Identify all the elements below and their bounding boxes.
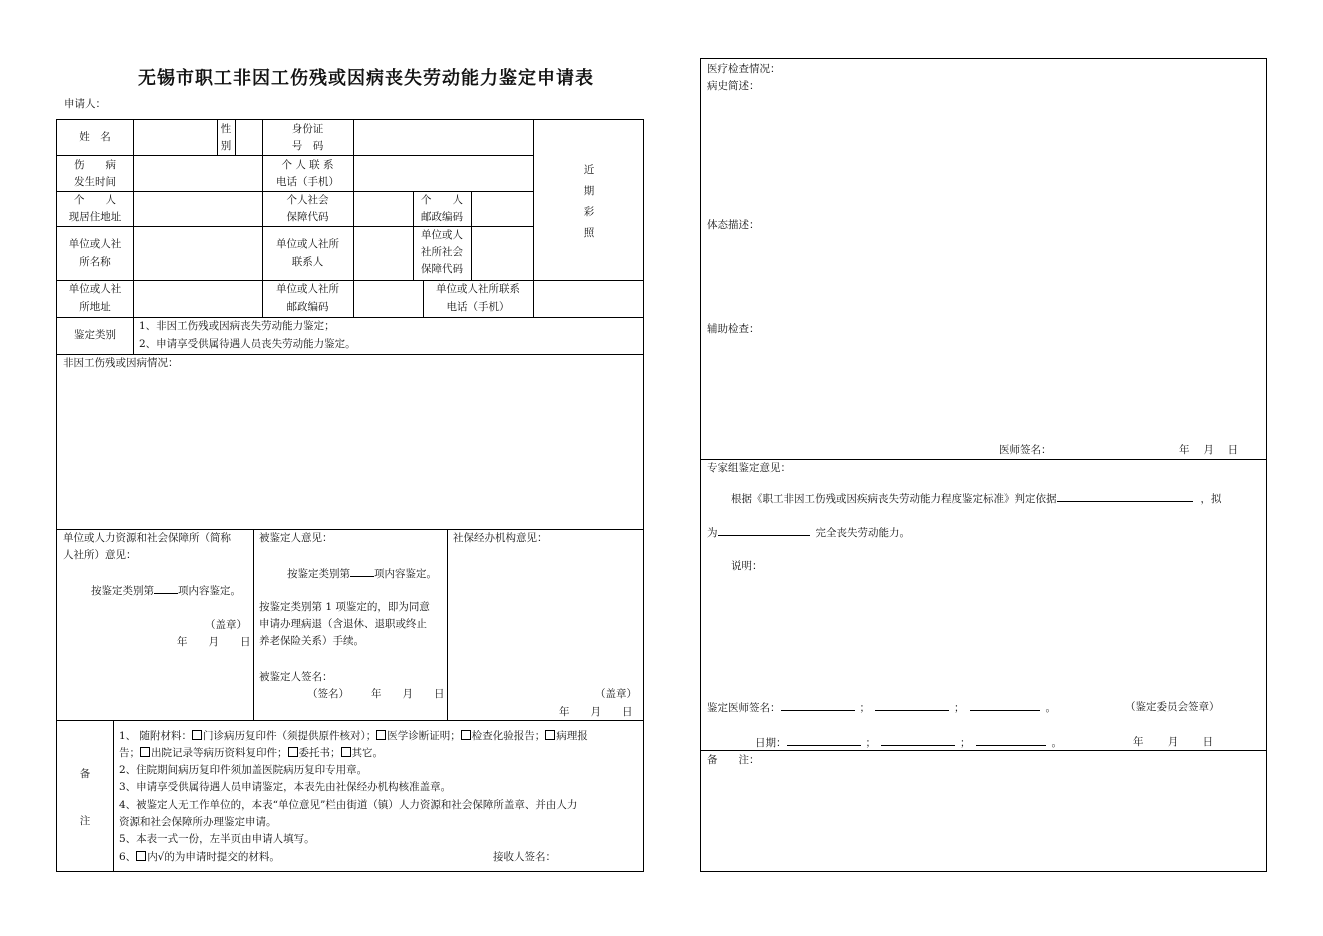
unit-category-blank[interactable] (154, 582, 178, 594)
remarks-label-2: 注 (79, 815, 91, 827)
injury-time-field[interactable] (137, 158, 259, 189)
unit-name-label-2: 所名称 (79, 256, 111, 268)
situation-label: 非因工伤残或因病情况： (63, 357, 179, 369)
unit-contact-field[interactable] (355, 228, 411, 278)
applicant-label: 申请人： (64, 98, 106, 110)
aux-check-field[interactable] (707, 339, 1257, 435)
person-opinion-sentence: 按鉴定类别第 项内容鉴定。 (287, 565, 437, 583)
unit-opinion-label-1: 单位或人力资源和社会保障所（简称 (63, 532, 231, 544)
postal-label-1: 个 人 (421, 194, 463, 206)
unit-postal-label-1: 单位或人社所 (276, 283, 339, 295)
injury-time-label-1: 伤 病 (74, 159, 116, 171)
unit-addr-label-1: 单位或人社 (68, 283, 122, 295)
unit-name-label-1: 单位或人社 (68, 238, 122, 250)
unit-phone-field[interactable] (535, 282, 641, 315)
unit-contact-label-1: 单位或人社所 (276, 238, 339, 250)
date-field-2[interactable] (881, 734, 955, 746)
unit-opinion-label-2: 人社所）意见： (63, 549, 137, 561)
id-field[interactable] (355, 122, 531, 153)
checkbox-outpatient[interactable] (192, 730, 202, 740)
address-label-2: 现居住地址 (68, 211, 122, 223)
left-form (56, 119, 644, 872)
unit-name-field[interactable] (137, 228, 259, 278)
unit-contact-label-2: 联系人 (291, 256, 324, 268)
date-field-3[interactable] (976, 734, 1046, 746)
checkbox-discharge[interactable] (140, 747, 150, 757)
name-field[interactable] (137, 122, 215, 153)
right-remarks-field[interactable] (707, 771, 1257, 865)
conclusion-blank[interactable] (718, 524, 810, 536)
expert-sign-1[interactable] (781, 699, 855, 711)
committee-date: 年 月 日 (1133, 736, 1214, 748)
physical-label: 体态描述： (707, 219, 760, 231)
remarks-line-2: 告； 出院记录等病历资料复印件； 委托书； 其它。 (119, 747, 383, 759)
postal-field[interactable] (473, 193, 531, 224)
name-label: 姓 名 (79, 131, 111, 143)
person-opinion-label: 被鉴定人意见： (259, 532, 333, 544)
person-note-3: 养老保险关系）手续。 (259, 635, 364, 647)
conclusion-sentence: 为 完全丧失劳动能力。 (707, 524, 910, 542)
checkbox-proxy[interactable] (288, 747, 298, 757)
note-label: 说明： (731, 560, 763, 572)
unit-date: 年 月 日 (177, 636, 251, 648)
right-remarks-label: 备 注： (707, 754, 760, 766)
right-form (700, 58, 1267, 872)
gender-label-1: 性 (220, 123, 232, 135)
aux-check-label: 辅助检查： (707, 323, 760, 335)
category-option-1: 1、非因工伤残或因病丧失劳动能力鉴定； (139, 320, 335, 332)
agency-date: 年 月 日 (559, 706, 633, 718)
remarks-line-1: 1、 随附材料： 门诊病历复印件（须提供原件核对）； 医学诊断证明； 检查化验报告； 病理报 (119, 730, 588, 742)
photo-area: 近 期 彩 照 (583, 164, 595, 239)
person-sign-label: 被鉴定人签名： (259, 671, 333, 683)
category-option-2: 2、申请享受供属待遇人员丧失劳动能力鉴定。 (139, 338, 356, 350)
date-field-1[interactable] (787, 734, 861, 746)
person-date: 年 月 日 (371, 688, 445, 700)
id-label-2: 号 码 (291, 140, 324, 152)
checkbox-legend (136, 851, 146, 861)
medical-check-label: 医疗检查情况： (707, 63, 781, 75)
committee-seal: （鉴定委员会签章） (1125, 701, 1220, 713)
remarks-line-5: 4、被鉴定人无工作单位的，本表“单位意见”栏由街道（镇）人力资源和社会保障所盖章、并由人力 (119, 799, 578, 811)
unit-ss-label-1: 单位或人 (421, 229, 463, 241)
expert-sign-row: 鉴定医师签名： ； ； 。 (707, 699, 1056, 717)
postal-label-2: 邮政编码 (421, 211, 463, 223)
person-category-blank[interactable] (350, 565, 374, 577)
note-field[interactable] (707, 577, 1257, 689)
basis-sentence: 根据《职工非因工伤残或因疾病丧失劳动能力程度鉴定标准》判定依据 ，拟 (731, 490, 1222, 508)
expert-opinion-label: 专家组鉴定意见： (707, 462, 791, 474)
page-title: 无锡市职工非因工伤残或因病丧失劳动能力鉴定申请表 (138, 68, 594, 89)
expert-sign-3[interactable] (970, 699, 1040, 711)
unit-addr-label-2: 所地址 (79, 301, 111, 313)
unit-phone-label-2: 电话（手机） (446, 301, 510, 313)
address-field[interactable] (137, 193, 259, 224)
situation-field[interactable] (61, 374, 639, 526)
phone-label-1: 个 人 联 系 (281, 159, 334, 171)
ss-code-label-2: 保障代码 (286, 211, 329, 223)
date-row: 日期： ； ； 。 (755, 734, 1062, 752)
unit-addr-field[interactable] (137, 282, 259, 315)
unit-phone-label-1: 单位或人社所联系 (436, 283, 520, 295)
category-label: 鉴定类别 (74, 329, 116, 341)
unit-seal: （盖章） (205, 619, 247, 631)
person-note-1: 按鉴定类别第 1 项鉴定的，即为同意 (259, 601, 430, 613)
unit-ss-field[interactable] (473, 228, 531, 278)
unit-postal-label-2: 邮政编码 (286, 301, 329, 313)
phone-field[interactable] (355, 158, 531, 189)
remarks-line-6: 资源和社会保障所办理鉴定申请。 (119, 816, 277, 828)
gender-field[interactable] (237, 122, 261, 153)
person-note-2: 申请办理病退（含退休、退职或终止 (259, 618, 427, 630)
remarks-label-1: 备 (79, 768, 91, 780)
checkbox-lab-report[interactable] (461, 730, 471, 740)
unit-postal-field[interactable] (355, 282, 421, 315)
checkbox-pathology[interactable] (545, 730, 555, 740)
checkbox-other[interactable] (341, 747, 351, 757)
expert-sign-2[interactable] (875, 699, 949, 711)
address-label-1: 个 人 (74, 194, 116, 206)
gender-label-2: 别 (220, 140, 232, 152)
remarks-line-4: 3、申请享受供属待遇人员申请鉴定，本表先由社保经办机构核准盖章。 (119, 781, 452, 793)
checkbox-diagnosis[interactable] (376, 730, 386, 740)
remarks-line-3: 2、住院期间病历复印件须加盖医院病历复印专用章。 (119, 764, 368, 776)
receiver-sign-label: 接收人签名： (493, 851, 556, 863)
unit-ss-label-3: 保障代码 (421, 263, 463, 275)
physical-field[interactable] (707, 235, 1257, 317)
ss-code-field[interactable] (355, 193, 411, 224)
history-field[interactable] (707, 97, 1257, 207)
agency-seal: （盖章） (595, 688, 637, 700)
unit-opinion-sentence: 按鉴定类别第 项内容鉴定。 (91, 582, 241, 600)
person-sign-field[interactable]: （签名） (307, 688, 349, 700)
history-label: 病史简述： (707, 80, 760, 92)
doctor-sign-label: 医师签名： (999, 444, 1052, 456)
doctor-date: 年 月 日 (1179, 444, 1239, 456)
basis-blank[interactable] (1057, 490, 1193, 502)
agency-opinion-label: 社保经办机构意见： (453, 532, 548, 544)
phone-label-2: 电话（手机） (276, 176, 339, 188)
unit-ss-label-2: 社所社会 (421, 246, 463, 258)
ss-code-label-1: 个人社会 (286, 194, 329, 206)
remarks-line-8: 6、 内√的为申请时提交的材料。 (119, 851, 280, 863)
remarks-line-7: 5、本表一式一份，左半页由申请人填写。 (119, 833, 315, 845)
injury-time-label-2: 发生时间 (74, 176, 116, 188)
id-label-1: 身份证 (291, 123, 324, 135)
